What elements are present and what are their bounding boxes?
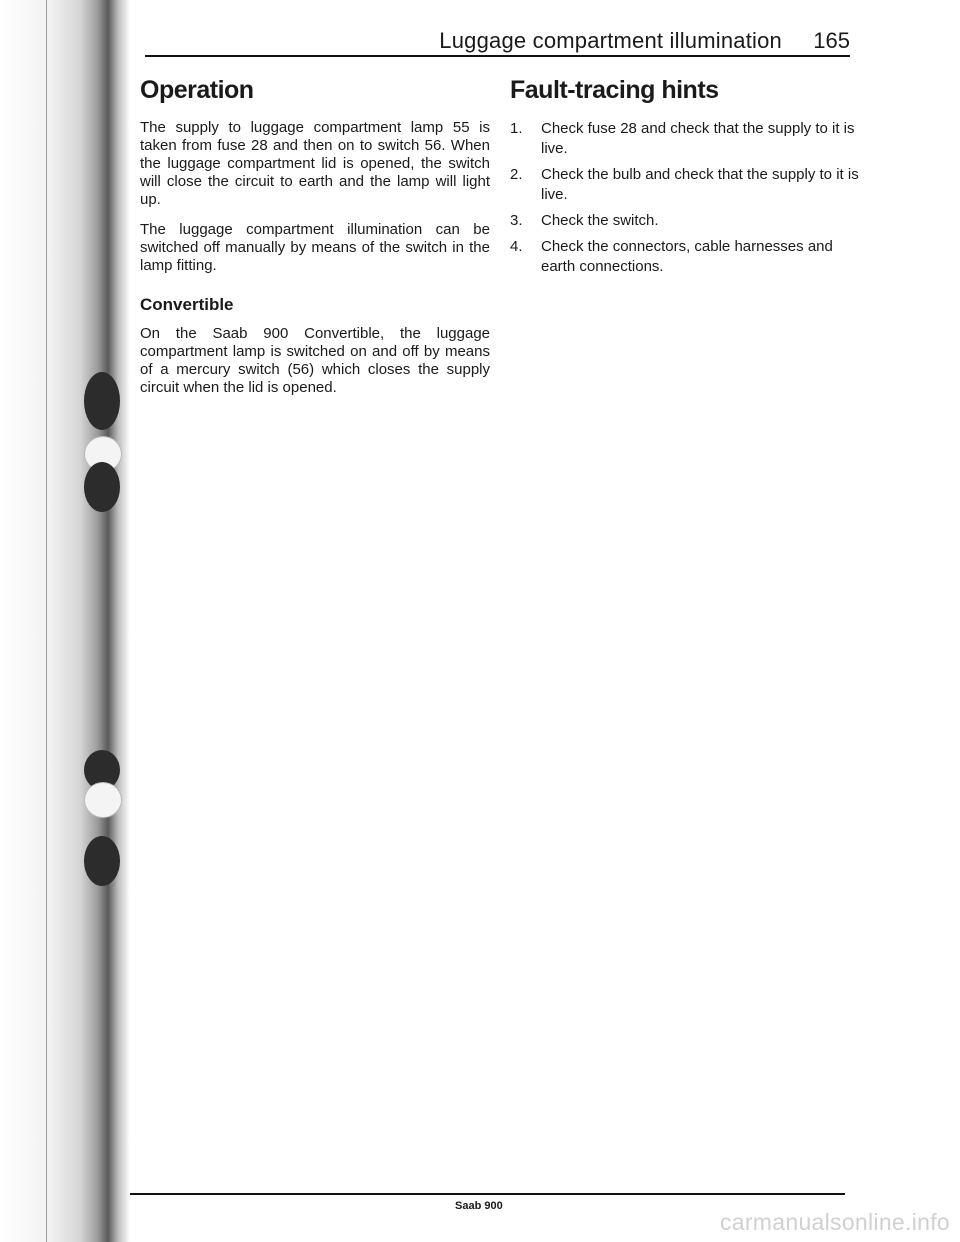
- list-item: [510, 165, 860, 205]
- page-number: 165: [813, 28, 850, 53]
- footer-text: Saab 900: [455, 1200, 503, 1212]
- list-item-number: 2.: [510, 166, 523, 183]
- list-item: [510, 211, 860, 231]
- binding-hole: [84, 782, 122, 818]
- list-item-number: 1.: [510, 120, 523, 137]
- binding-hole: [84, 372, 120, 430]
- list-item-number: 3.: [510, 212, 523, 229]
- convertible-paragraph: On the Saab 900 Convertible, the luggage compartment lamp is switched on and off by means of a mercury switch (56) which closes the supply circuit when the lid is opened.: [140, 325, 490, 396]
- header-title: Luggage compartment illumination: [439, 28, 782, 53]
- operation-paragraph: The luggage compartment illumination can be switched off manually by means of the switch in the lamp fitting.: [140, 221, 490, 274]
- fault-tracing-heading: Fault-tracing hints: [510, 76, 719, 104]
- list-item-number: 4.: [510, 238, 523, 255]
- left-column: [140, 76, 490, 409]
- watermark: carmanualsonline.info: [719, 1209, 950, 1235]
- fault-tracing-list: [510, 119, 860, 277]
- list-item-text: Check the bulb and check that the supply to it is live.: [541, 166, 859, 203]
- binding-hole: [84, 462, 120, 512]
- list-item: [510, 237, 860, 277]
- list-item: [510, 119, 860, 159]
- binding-strip: [0, 0, 130, 1242]
- right-column: [510, 76, 860, 283]
- page-header: [145, 28, 850, 58]
- list-item-text: Check the connectors, cable harnesses and earth connections.: [541, 238, 833, 275]
- list-item-text: Check the switch.: [541, 212, 659, 229]
- binding-hole: [84, 836, 120, 886]
- convertible-heading: Convertible: [140, 295, 234, 314]
- list-item-text: Check fuse 28 and check that the supply to it is live.: [541, 120, 855, 157]
- header-rule: [145, 55, 850, 57]
- footer-rule: [130, 1193, 845, 1195]
- page-edge-line: [46, 0, 47, 1242]
- operation-paragraph: The supply to luggage compartment lamp 55 is taken from fuse 28 and then on to switch 56. When the luggage compartment lid is opened, the switch will close the circuit to earth and the lamp will light up.: [140, 119, 490, 208]
- operation-heading: Operation: [140, 76, 254, 104]
